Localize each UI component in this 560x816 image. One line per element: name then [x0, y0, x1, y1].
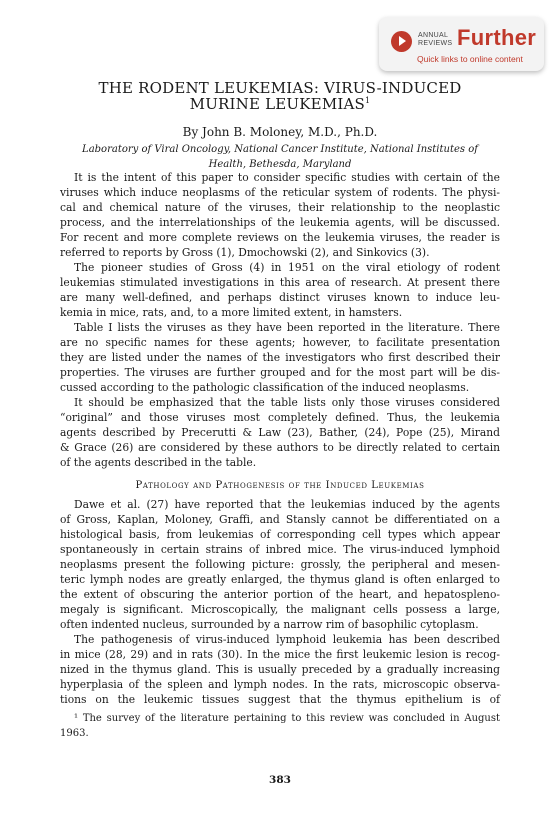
text-line: are many well-defined, and perhaps distinct viruses known to induce leu-	[60, 291, 500, 304]
footnote	[60, 711, 500, 741]
text-line: Dawe et al. (27) have reported that the leukemias induced by the agents	[74, 498, 500, 511]
text-line: often indented nucleus, surrounded by a narrow rim of basophilic cytoplasm.	[60, 618, 479, 631]
text-line: neoplasms present the following picture: grossly, the peripheral and mesen-	[60, 558, 500, 571]
text-line: & Grace (26) are considered by these authors to be directly related to certain	[60, 441, 500, 454]
text-line: nized in the thymus gland. This is usually preceded by a gradually increasing	[60, 663, 500, 676]
page-number: 383	[269, 774, 291, 786]
annual-reviews-logo: ANNUAL REVIEWS	[418, 32, 453, 47]
text-line: properties. The viruses are further grouped and for the most part will be dis-	[60, 366, 500, 379]
text-line: For recent and more complete reviews on the leukemia viruses, the reader is	[60, 231, 500, 244]
body-text-top	[60, 170, 500, 470]
text-line: cal and chemical nature of the viruses, their relationship to the neoplastic	[60, 201, 500, 214]
text-line: Table I lists the viruses as they have been reported in the literature. There	[74, 321, 500, 334]
text-line: of the agents described in the table.	[60, 456, 257, 469]
text-line: megaly is significant. Microscopically, the malignant cells possess a large,	[60, 603, 500, 616]
text-line: ¹ The survey of the literature pertaining to this review was concluded in August	[74, 713, 500, 724]
text-line: The pioneer studies of Gross (4) in 1951 on the viral etiology of rodent	[74, 261, 500, 274]
text-line: referred to reports by Gross (1), Dmochowski (2), and Sinkovics (3).	[60, 246, 430, 259]
text-line: in mice (28, 29) and in rats (30). In the mice the first leukemic lesion is recog-	[60, 648, 500, 661]
further-badge[interactable]	[379, 17, 544, 71]
text-line: spontaneously in certain strains of inbred mice. The virus-induced lymphoid	[60, 543, 500, 556]
byline: By John B. Moloney, M.D., Ph.D.	[182, 125, 378, 139]
title-footnote-mark[interactable]: 1	[365, 96, 371, 105]
text-line: It is the intent of this paper to consider specific studies with certain of the	[74, 171, 500, 184]
badge-subtitle: Quick links to online content	[417, 54, 523, 64]
text-line: “original” and those viruses most completely defined. Thus, the leukemia	[60, 411, 500, 424]
text-line: leukemias stimulated investigations in this area of research. At present there	[60, 276, 500, 289]
text-line: It should be emphasized that the table lists only those viruses considered	[74, 396, 500, 409]
text-line: of Gross, Kaplan, Moloney, Graffi, and Stansly cannot be differentiated on a	[60, 513, 500, 526]
text-line: viruses which induce neoplasms of the reticular system of rodents. The physi-	[60, 186, 500, 199]
text-line: the extent of obscuring the anterior portion of the heart, and hepatospleno-	[60, 588, 500, 601]
text-line: hyperplasia of the spleen and lymph nodes. In the rats, microscopic observa-	[60, 678, 500, 691]
text-line: are no specific names for these agents; however, to facilitate presentation	[60, 336, 500, 349]
play-icon	[391, 31, 412, 52]
text-line: agents described by Precerutti & Law (23), Bather, (24), Pope (25), Mirand	[60, 426, 500, 439]
text-line: tions on the leukemic tissues suggest that the thymus epithelium is of	[60, 693, 500, 706]
text-line: kemia in mice, rats, and, to a more limited extent, in hamsters.	[60, 306, 403, 319]
text-line: process, and the interrelationships of the leukemia agents, will be discussed.	[60, 216, 500, 229]
section-heading: Pathology and Pathogenesis of the Induced Leukemias	[135, 480, 425, 491]
badge-title: Further	[457, 25, 537, 50]
text-line: 1963.	[60, 728, 89, 739]
title-line-1: THE RODENT LEUKEMIAS: VIRUS-INDUCED	[98, 79, 462, 97]
text-line: teric lymph nodes are greatly enlarged, the thymus gland is often enlarged to	[60, 573, 500, 586]
text-line: cussed according to the pathologic classification of the induced neoplasms.	[60, 381, 470, 394]
title-line-2: MURINE LEUKEMIAS$^1$	[189, 95, 371, 113]
affiliation: Laboratory of Viral Oncology, National Cancer Institute, National Institutes of Health, Bethesda, Maryland	[82, 144, 478, 170]
text-line: The pathogenesis of virus-induced lymphoid leukemia has been described	[74, 633, 500, 646]
text-line: they are listed under the names of the investigators who first described their	[60, 351, 500, 364]
text-line: histological basis, from leukemias of corresponding cell types which appear	[60, 528, 500, 541]
body-text-bottom	[60, 497, 500, 707]
